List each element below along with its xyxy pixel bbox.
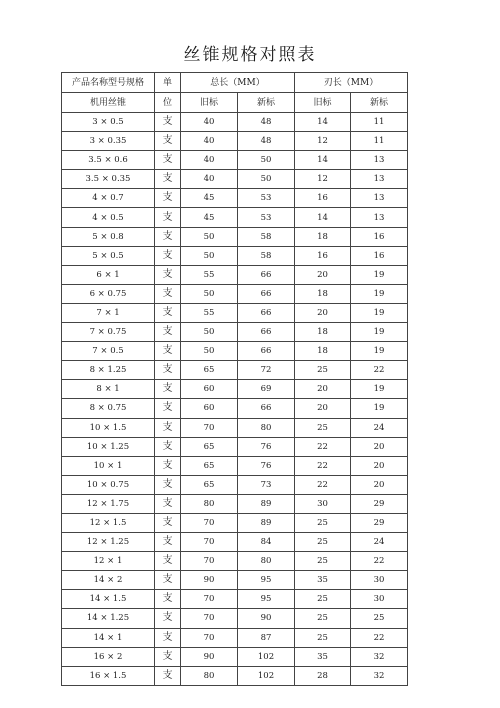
cell-blade-new: 13 [351, 189, 408, 208]
cell-blade-old: 25 [295, 609, 351, 628]
cell-blade-new: 22 [351, 552, 408, 571]
header-total-new: 新标 [238, 93, 295, 113]
cell-spec: 3.5 × 0.6 [62, 151, 155, 170]
cell-blade-new: 16 [351, 227, 408, 246]
cell-blade-old: 22 [295, 475, 351, 494]
cell-blade-old: 25 [295, 361, 351, 380]
table-row [62, 647, 408, 666]
cell-blade-old: 25 [295, 513, 351, 532]
tap-spec-table [61, 72, 408, 686]
cell-blade-old: 20 [295, 265, 351, 284]
cell-blade-old: 14 [295, 113, 351, 132]
cell-total-new: 66 [238, 323, 295, 342]
cell-spec: 7 × 0.75 [62, 323, 155, 342]
cell-spec: 14 × 2 [62, 571, 155, 590]
table-row [62, 151, 408, 170]
cell-blade-old: 14 [295, 208, 351, 227]
cell-blade-new: 19 [351, 380, 408, 399]
table-row [62, 590, 408, 609]
cell-unit: 支 [155, 533, 181, 552]
cell-unit: 支 [155, 494, 181, 513]
cell-unit: 支 [155, 475, 181, 494]
cell-unit: 支 [155, 323, 181, 342]
cell-blade-old: 25 [295, 590, 351, 609]
cell-total-old: 80 [181, 666, 238, 685]
cell-blade-new: 19 [351, 303, 408, 322]
cell-spec: 5 × 0.8 [62, 227, 155, 246]
cell-blade-old: 18 [295, 227, 351, 246]
header-row-1 [62, 73, 408, 93]
header-blade-new: 新标 [351, 93, 408, 113]
cell-total-new: 95 [238, 590, 295, 609]
header-blade-old: 旧标 [295, 93, 351, 113]
cell-blade-new: 20 [351, 475, 408, 494]
cell-total-new: 72 [238, 361, 295, 380]
cell-total-new: 58 [238, 227, 295, 246]
cell-total-old: 65 [181, 361, 238, 380]
cell-total-new: 48 [238, 132, 295, 151]
cell-blade-old: 12 [295, 132, 351, 151]
table-row [62, 552, 408, 571]
cell-spec: 10 × 1.25 [62, 437, 155, 456]
header-blade-length: 刃长（MM） [295, 73, 408, 93]
cell-blade-old: 22 [295, 437, 351, 456]
table-row [62, 170, 408, 189]
cell-total-old: 70 [181, 533, 238, 552]
cell-blade-old: 30 [295, 494, 351, 513]
cell-spec: 4 × 0.5 [62, 208, 155, 227]
cell-total-new: 66 [238, 399, 295, 418]
cell-spec: 8 × 0.75 [62, 399, 155, 418]
table-row [62, 571, 408, 590]
table-row [62, 609, 408, 628]
cell-spec: 10 × 0.75 [62, 475, 155, 494]
table-row [62, 456, 408, 475]
cell-blade-old: 28 [295, 666, 351, 685]
cell-total-new: 89 [238, 513, 295, 532]
cell-unit: 支 [155, 208, 181, 227]
cell-unit: 支 [155, 284, 181, 303]
cell-spec: 14 × 1 [62, 628, 155, 647]
cell-total-new: 90 [238, 609, 295, 628]
cell-unit: 支 [155, 113, 181, 132]
table-row [62, 284, 408, 303]
cell-unit: 支 [155, 303, 181, 322]
cell-blade-new: 19 [351, 399, 408, 418]
cell-blade-old: 18 [295, 342, 351, 361]
cell-blade-new: 19 [351, 284, 408, 303]
cell-blade-new: 19 [351, 342, 408, 361]
cell-blade-new: 11 [351, 132, 408, 151]
cell-blade-new: 13 [351, 151, 408, 170]
cell-total-old: 40 [181, 113, 238, 132]
cell-blade-old: 25 [295, 418, 351, 437]
cell-total-old: 40 [181, 151, 238, 170]
cell-total-old: 45 [181, 208, 238, 227]
cell-blade-old: 16 [295, 246, 351, 265]
table-row [62, 342, 408, 361]
cell-blade-old: 35 [295, 571, 351, 590]
cell-blade-new: 29 [351, 494, 408, 513]
cell-blade-new: 24 [351, 533, 408, 552]
cell-spec: 4 × 0.7 [62, 189, 155, 208]
cell-unit: 支 [155, 666, 181, 685]
cell-unit: 支 [155, 647, 181, 666]
table-row [62, 361, 408, 380]
cell-total-old: 70 [181, 590, 238, 609]
table-row [62, 666, 408, 685]
cell-total-old: 40 [181, 170, 238, 189]
cell-blade-new: 13 [351, 170, 408, 189]
cell-total-old: 55 [181, 303, 238, 322]
cell-unit: 支 [155, 189, 181, 208]
cell-spec: 16 × 2 [62, 647, 155, 666]
table-row [62, 132, 408, 151]
table-row [62, 113, 408, 132]
cell-blade-new: 32 [351, 666, 408, 685]
table-row [62, 303, 408, 322]
cell-blade-new: 30 [351, 590, 408, 609]
header-unit-label-bottom: 位 [155, 93, 181, 113]
table-row [62, 628, 408, 647]
page-title: 丝锥规格对照表 [183, 45, 317, 65]
cell-spec: 3 × 0.35 [62, 132, 155, 151]
cell-spec: 14 × 1.5 [62, 590, 155, 609]
cell-total-old: 70 [181, 513, 238, 532]
cell-unit: 支 [155, 132, 181, 151]
header-spec-type: 机用丝锥 [62, 93, 155, 113]
cell-total-new: 102 [238, 666, 295, 685]
cell-unit: 支 [155, 342, 181, 361]
cell-total-new: 76 [238, 437, 295, 456]
cell-total-new: 66 [238, 265, 295, 284]
cell-total-old: 65 [181, 456, 238, 475]
cell-total-new: 87 [238, 628, 295, 647]
cell-unit: 支 [155, 151, 181, 170]
cell-total-old: 90 [181, 647, 238, 666]
cell-total-new: 80 [238, 552, 295, 571]
cell-total-old: 50 [181, 342, 238, 361]
cell-total-old: 60 [181, 380, 238, 399]
cell-unit: 支 [155, 399, 181, 418]
cell-total-old: 50 [181, 246, 238, 265]
cell-total-new: 102 [238, 647, 295, 666]
table-row [62, 418, 408, 437]
cell-total-old: 70 [181, 418, 238, 437]
cell-blade-old: 35 [295, 647, 351, 666]
cell-total-new: 95 [238, 571, 295, 590]
cell-unit: 支 [155, 418, 181, 437]
table-row [62, 323, 408, 342]
header-row-2 [62, 93, 408, 113]
cell-blade-new: 24 [351, 418, 408, 437]
cell-spec: 8 × 1.25 [62, 361, 155, 380]
table-body [62, 73, 408, 686]
cell-blade-old: 20 [295, 380, 351, 399]
cell-spec: 8 × 1 [62, 380, 155, 399]
cell-spec: 7 × 1 [62, 303, 155, 322]
header-spec-label: 产品名称型号规格 [62, 73, 155, 93]
cell-blade-new: 19 [351, 265, 408, 284]
cell-spec: 14 × 1.25 [62, 609, 155, 628]
cell-total-new: 50 [238, 151, 295, 170]
cell-blade-new: 19 [351, 323, 408, 342]
cell-total-new: 89 [238, 494, 295, 513]
cell-unit: 支 [155, 265, 181, 284]
cell-unit: 支 [155, 246, 181, 265]
cell-blade-old: 22 [295, 456, 351, 475]
cell-unit: 支 [155, 361, 181, 380]
cell-unit: 支 [155, 552, 181, 571]
cell-unit: 支 [155, 456, 181, 475]
cell-total-new: 73 [238, 475, 295, 494]
table-row [62, 533, 408, 552]
cell-total-old: 55 [181, 265, 238, 284]
cell-blade-new: 32 [351, 647, 408, 666]
table-row [62, 380, 408, 399]
cell-spec: 10 × 1.5 [62, 418, 155, 437]
table-row [62, 265, 408, 284]
cell-blade-new: 22 [351, 628, 408, 647]
cell-blade-old: 14 [295, 151, 351, 170]
cell-unit: 支 [155, 513, 181, 532]
cell-spec: 12 × 1 [62, 552, 155, 571]
cell-blade-new: 30 [351, 571, 408, 590]
cell-total-new: 50 [238, 170, 295, 189]
cell-blade-new: 29 [351, 513, 408, 532]
cell-total-old: 45 [181, 189, 238, 208]
cell-blade-old: 16 [295, 189, 351, 208]
cell-total-old: 70 [181, 609, 238, 628]
cell-blade-new: 22 [351, 361, 408, 380]
cell-blade-new: 20 [351, 456, 408, 475]
cell-blade-old: 25 [295, 533, 351, 552]
cell-spec: 12 × 1.75 [62, 494, 155, 513]
table-row [62, 208, 408, 227]
table-row [62, 399, 408, 418]
cell-blade-new: 16 [351, 246, 408, 265]
table-row [62, 227, 408, 246]
cell-total-old: 70 [181, 628, 238, 647]
header-total-length: 总长（MM） [181, 73, 295, 93]
cell-total-old: 65 [181, 437, 238, 456]
cell-total-old: 50 [181, 284, 238, 303]
cell-unit: 支 [155, 571, 181, 590]
table-row [62, 437, 408, 456]
cell-blade-old: 20 [295, 303, 351, 322]
cell-spec: 16 × 1.5 [62, 666, 155, 685]
cell-total-new: 66 [238, 284, 295, 303]
cell-total-old: 80 [181, 494, 238, 513]
cell-blade-old: 25 [295, 552, 351, 571]
cell-spec: 12 × 1.25 [62, 533, 155, 552]
cell-total-old: 50 [181, 323, 238, 342]
cell-total-new: 53 [238, 189, 295, 208]
cell-unit: 支 [155, 628, 181, 647]
cell-blade-old: 20 [295, 399, 351, 418]
cell-blade-old: 25 [295, 628, 351, 647]
cell-spec: 7 × 0.5 [62, 342, 155, 361]
cell-total-new: 84 [238, 533, 295, 552]
cell-blade-new: 25 [351, 609, 408, 628]
cell-spec: 5 × 0.5 [62, 246, 155, 265]
table-row [62, 189, 408, 208]
cell-blade-old: 18 [295, 284, 351, 303]
cell-blade-old: 12 [295, 170, 351, 189]
header-unit-label-top: 单 [155, 73, 181, 93]
cell-unit: 支 [155, 227, 181, 246]
table-row [62, 475, 408, 494]
cell-spec: 6 × 1 [62, 265, 155, 284]
cell-unit: 支 [155, 380, 181, 399]
cell-total-new: 69 [238, 380, 295, 399]
cell-unit: 支 [155, 437, 181, 456]
cell-total-new: 66 [238, 303, 295, 322]
cell-spec: 6 × 0.75 [62, 284, 155, 303]
cell-spec: 12 × 1.5 [62, 513, 155, 532]
cell-unit: 支 [155, 609, 181, 628]
cell-unit: 支 [155, 590, 181, 609]
cell-blade-new: 13 [351, 208, 408, 227]
table-row [62, 513, 408, 532]
cell-spec: 3.5 × 0.35 [62, 170, 155, 189]
cell-total-old: 65 [181, 475, 238, 494]
cell-total-new: 53 [238, 208, 295, 227]
cell-total-old: 90 [181, 571, 238, 590]
cell-total-new: 58 [238, 246, 295, 265]
table-row [62, 246, 408, 265]
cell-total-old: 60 [181, 399, 238, 418]
cell-blade-new: 11 [351, 113, 408, 132]
cell-total-old: 40 [181, 132, 238, 151]
cell-blade-old: 18 [295, 323, 351, 342]
table-row [62, 494, 408, 513]
cell-total-new: 80 [238, 418, 295, 437]
cell-unit: 支 [155, 170, 181, 189]
cell-total-new: 48 [238, 113, 295, 132]
cell-spec: 10 × 1 [62, 456, 155, 475]
cell-total-old: 70 [181, 552, 238, 571]
cell-total-new: 66 [238, 342, 295, 361]
cell-spec: 3 × 0.5 [62, 113, 155, 132]
cell-total-new: 76 [238, 456, 295, 475]
header-total-old: 旧标 [181, 93, 238, 113]
cell-blade-new: 20 [351, 437, 408, 456]
cell-total-old: 50 [181, 227, 238, 246]
